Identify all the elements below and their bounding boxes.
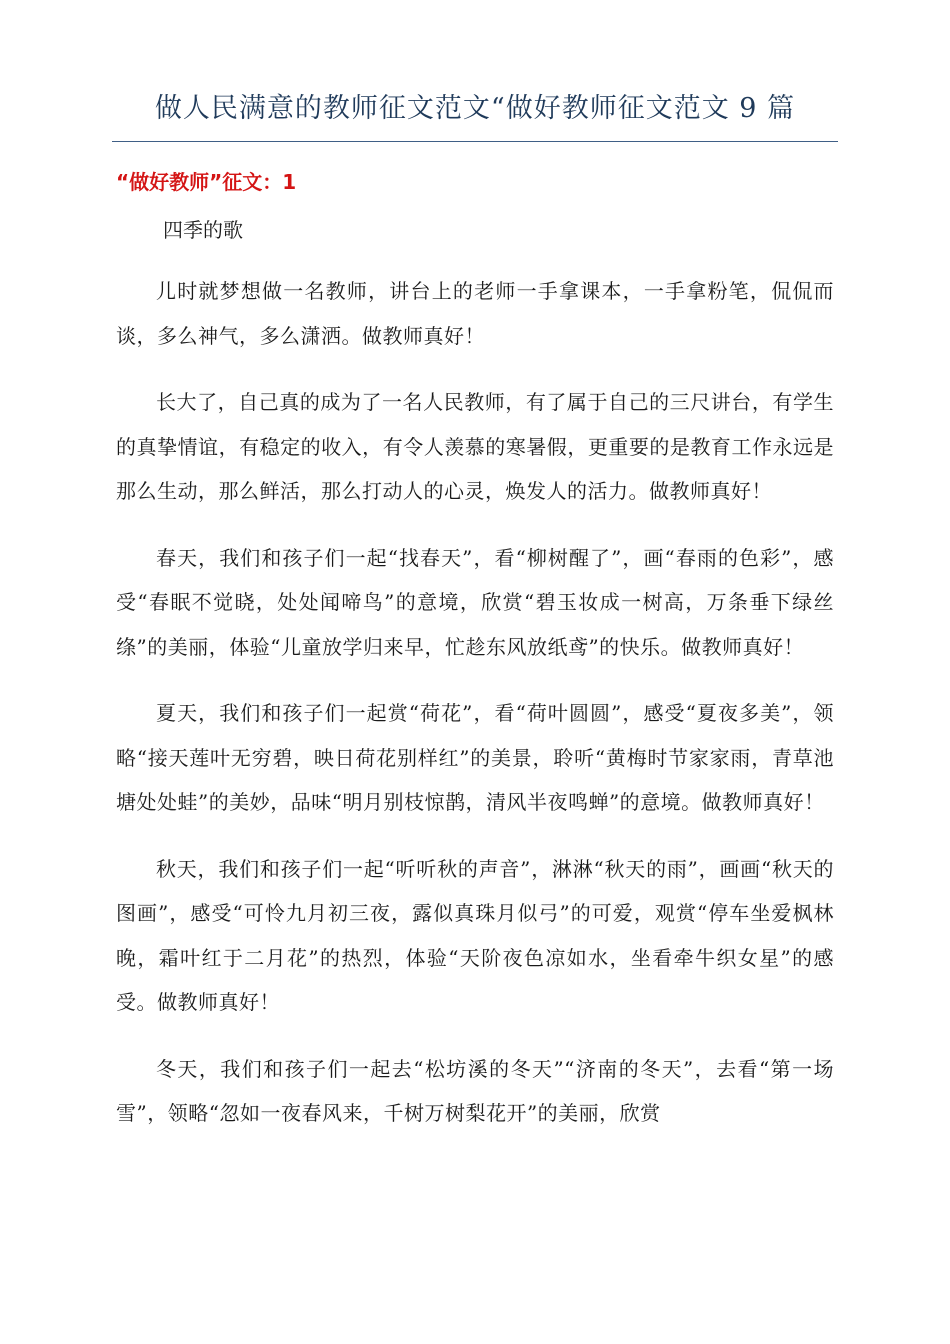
paragraph: 春天，我们和孩子们一起“找春天”，看“柳树醒了”，画“春雨的色彩”，感受“春眠不觉晓，处处闻啼鸟”的意境，欣赏“碧玉妆成一树高，万条垂下绿丝绦”的美丽，体验“儿童放学归来早，忙趁东风放纸鸢”的快乐。做教师真好！ (116, 545, 834, 659)
poem-title: 四季的歌 (163, 218, 243, 242)
paragraph: 长大了，自己真的成为了一名人民教师，有了属于自己的三尺讲台，有学生的真挚情谊，有稳定的收入，有令人羡慕的寒暑假，更重要的是教育工作永远是那么生动，那么鲜活，那么打动人的心灵，焕发人的活力。做教师真好！ (116, 390, 834, 503)
paragraph: 秋天，我们和孩子们一起“听听秋的声音”，淋淋“秋天的雨”，画画“秋天的图画”，感受“可怜九月初三夜，露似真珠月似弓”的可爱，观赏“停车坐爱枫林晚，霜叶红于二月花”的热烈，体验“天阶夜色凉如水，坐看牵牛织女星”的感受。做教师真好！ (116, 856, 834, 1014)
paragraph: 冬天，我们和孩子们一起去“松坊溪的冬天”“济南的冬天”，去看“第一场雪”，领略“忽如一夜春风来，千树万树梨花开”的美丽，欣赏 (116, 1056, 834, 1125)
paragraph: 儿时就梦想做一名教师，讲台上的老师一手拿课本，一手拿粉笔，侃侃而谈，多么神气，多么潇洒。做教师真好！ (116, 279, 834, 348)
body-text (116, 269, 834, 1158)
document-title: 做人民满意的教师征文范文“做好教师征文范文 9 篇 (154, 93, 796, 124)
paragraph: 夏天，我们和孩子们一起赏“荷花”，看“荷叶圆圆”，感受“夏夜多美”，领略“接天莲叶无穷碧，映日荷花别样红”的美景，聆听“黄梅时节家家雨，青草池塘处处蛙”的美妙，品味“明月别枝惊鹊，清风半夜鸣蝉”的意境。做教师真好！ (116, 701, 834, 814)
section-heading: “做好教师”征文：1 (116, 170, 297, 194)
title-divider (112, 141, 838, 142)
